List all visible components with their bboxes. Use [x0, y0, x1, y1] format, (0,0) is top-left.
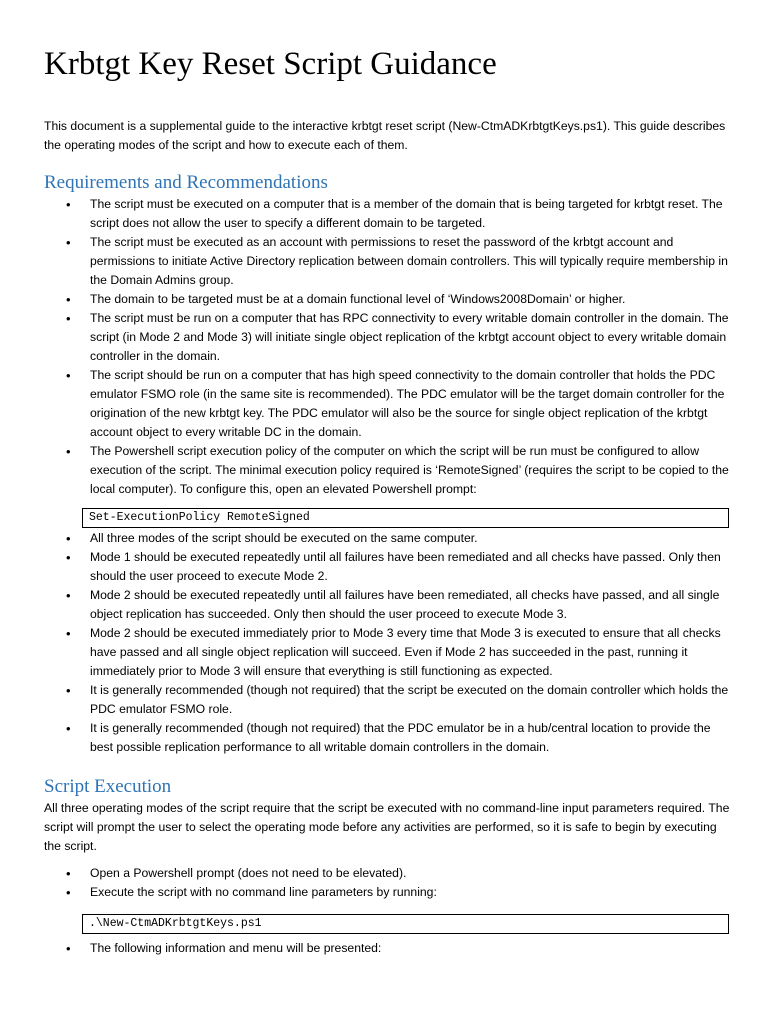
execution-steps-list [44, 864, 734, 902]
list-item: • It is generally recommended (though not required) that the script be executed on the domain controller which holds the PDC emulator FSMO role. [44, 681, 734, 719]
list-item: • It is generally recommended (though not required) that the PDC emulator be in a hub/central location to provide the best possible replication performance to all writable domain controllers in the domain. [44, 719, 734, 757]
list-item: • The script should be run on a computer that has high speed connectivity to the domain controller that holds the PDC emulator FSMO role (in the same site is recommended). The PDC emulator will be the target domain controller for the origination of the new krbtgt key. The PDC emulator will also be the source for single object replication of the krbtgt account object to every writable DC in the domain. [44, 366, 734, 442]
execution-steps-list-continued [44, 939, 734, 958]
list-item: • Execute the script with no command line parameters by running: [44, 883, 734, 902]
intro-paragraph: This document is a supplemental guide to the interactive krbtgt reset script (New-CtmADKrbtgtKeys.ps1). This guide describes the operating modes of the script and how to execute each of them. [44, 119, 726, 152]
list-item: • Mode 2 should be executed immediately prior to Mode 3 every time that Mode 3 is executed to ensure that all checks have passed and all single object replication will succeed. Even if Mode 2 has succeeded in the past, running it immediately prior to Mode 3 will ensure that everything is still functioning as expected. [44, 624, 734, 681]
execution-paragraph: All three operating modes of the script require that the script be executed with no command-line input parameters required. The script will prompt the user to select the operating mode before any activities are performed, so it is safe to begin by executing the script. [44, 801, 730, 853]
list-item: • The script must be executed as an account with permissions to reset the password of the krbtgt account and permissions to initiate Active Directory replication between domain controllers. This will typically require membership in the Domain Admins group. [44, 233, 734, 290]
requirements-list [44, 195, 734, 499]
section-heading-requirements: Requirements and Recommendations [44, 172, 328, 193]
list-item: • All three modes of the script should be executed on the same computer. [44, 529, 734, 548]
list-item: • The domain to be targeted must be at a domain functional level of ‘Windows2008Domain’ or higher. [44, 290, 734, 309]
code-block-run-script: .\New-CtmADKrbtgtKeys.ps1 [82, 914, 729, 934]
list-item: • The script must be run on a computer that has RPC connectivity to every writable domain controller in the domain. The script (in Mode 2 and Mode 3) will initiate single object replication of the krbtgt account object to every writable domain controller in the domain. [44, 309, 734, 366]
list-item: • The Powershell script execution policy of the computer on which the script will be run must be configured to allow execution of the script. The minimal execution policy required is ‘RemoteSigned’ (requires the script to be copied to the local computer). To configure this, open an elevated Powershell prompt: [44, 442, 734, 499]
list-item: • The following information and menu will be presented: [44, 939, 734, 958]
list-item: • Open a Powershell prompt (does not need to be elevated). [44, 864, 734, 883]
code-block-execution-policy: Set-ExecutionPolicy RemoteSigned [82, 508, 729, 528]
list-item: • Mode 2 should be executed repeatedly until all failures have been remediated, all checks have passed, and all single object replication has succeeded. Only then should the user proceed to execute Mode 3. [44, 586, 734, 624]
list-item: • The script must be executed on a computer that is a member of the domain that is being targeted for krbtgt reset. The script does not allow the user to specify a different domain to be targeted. [44, 195, 734, 233]
page-title: Krbtgt Key Reset Script Guidance [44, 46, 497, 82]
section-heading-execution: Script Execution [44, 776, 172, 797]
list-item: • Mode 1 should be executed repeatedly until all failures have been remediated and all checks have passed. Only then should the user proceed to execute Mode 2. [44, 548, 734, 586]
recommendations-list [44, 529, 734, 757]
